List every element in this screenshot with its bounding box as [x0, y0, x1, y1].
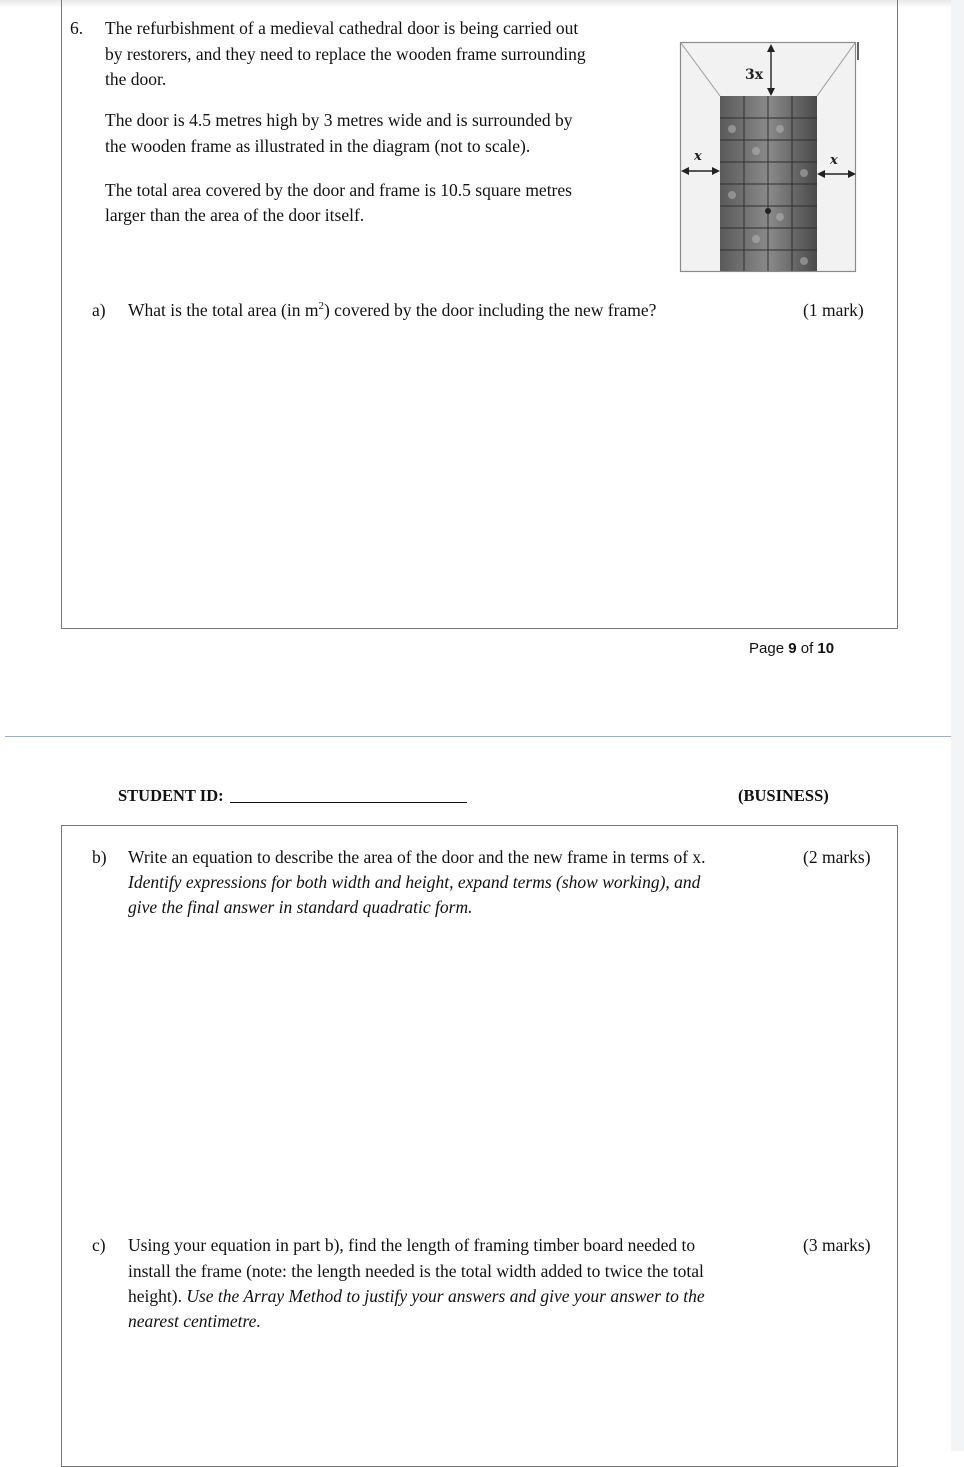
door-frame-diagram: [672, 36, 872, 276]
subject-label: (BUSINESS): [738, 786, 829, 805]
part-c-marks: (3 marks): [803, 1235, 871, 1255]
student-id-line: [230, 802, 467, 803]
part-c-line-1: Using your equation in part b), find the length of framing timber board needed to: [128, 1235, 696, 1255]
area-line-1: The total area covered by the door and frame is 10.5 square metres: [105, 180, 572, 200]
part-b-line-1: Write an equation to describe the area of the door and the new frame in terms of x.: [128, 847, 706, 867]
question-number: 6.: [70, 18, 84, 38]
part-c-line-3: height). Use the Array Method to justify your answers and give your answer to the: [128, 1286, 705, 1306]
part-a-marks: (1 mark): [803, 300, 864, 320]
intro-line-1: The refurbishment of a medieval cathedral door is being carried out: [105, 18, 579, 38]
student-id-label: STUDENT ID:: [118, 786, 224, 805]
intro-line-2: by restorers, and they need to replace the wooden frame surrounding: [105, 44, 586, 64]
part-c-line-4: nearest centimetre.: [128, 1311, 261, 1331]
dimensions-line-1: The door is 4.5 metres high by 3 metres wide and is surrounded by: [105, 110, 573, 130]
part-a-letter: a): [92, 300, 106, 320]
label-x-right: x: [830, 153, 838, 168]
page-separator: [5, 736, 951, 737]
part-c-letter: c): [92, 1235, 106, 1255]
right-scroll-gutter: [951, 0, 964, 1451]
answer-box-b-c: [61, 825, 898, 1467]
part-b-letter: b): [92, 847, 107, 867]
dimensions-line-2: the wooden frame as illustrated in the diagram (not to scale).: [105, 136, 531, 156]
label-3x: 3x: [745, 67, 764, 83]
part-a-question: What is the total area (in $m^2$) covered by the door including the new frame?: [128, 300, 657, 320]
part-c-line-2: install the frame (note: the length needed is the total width added to twice the total: [128, 1261, 704, 1281]
part-b-line-3: give the final answer in standard quadratic form.: [128, 897, 473, 917]
part-b-marks: (2 marks): [803, 847, 871, 867]
door-image: [720, 96, 817, 271]
area-line-2: larger than the area of the door itself.: [105, 205, 365, 225]
label-x-left: x: [694, 149, 702, 164]
page-number: Page 9 of 10: [749, 640, 835, 657]
part-b-line-2: Identify expressions for both width and height, expand terms (show working), and: [128, 872, 701, 892]
intro-line-3: the door.: [105, 69, 167, 89]
